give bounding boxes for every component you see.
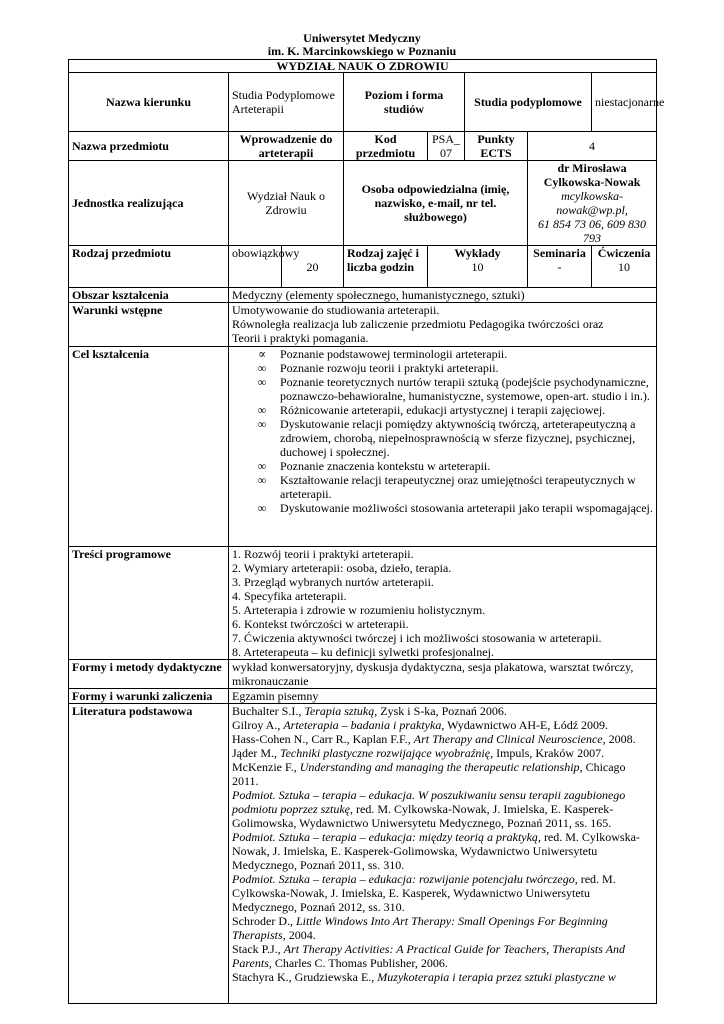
education-area-value: Medyczny (elementy społecznego, humanistycznego, sztuki) <box>229 288 657 303</box>
literature-entry: Gilroy A., Arteterapia – badania i praktyka, Wydawnictwo AH-E, Łódź 2009. <box>232 718 609 732</box>
seminars-label: Seminaria <box>533 246 586 260</box>
goal-item: ∞ Kształtowanie relacji terapeutycznej oraz umiejętności terapeutycznych w arteterapii. <box>254 473 653 501</box>
lectures-value: 10 <box>471 260 484 274</box>
program-content-item: 6. Kontekst twórczości w arteterapii. <box>232 617 409 631</box>
literature-entry: Stachyra K., Grudziewska E., Muzykoterapia i terapia przez sztuki plastyczne w <box>232 970 616 984</box>
teaching-methods-label: Formy i metody dydaktyczne <box>69 660 229 689</box>
program-content-item: 2. Wymiary arteterapii: osoba, dzieło, terapia. <box>232 561 452 575</box>
study-level-label: Poziom i forma studiów <box>344 73 465 132</box>
exercises-label: Ćwiczenia <box>597 246 651 260</box>
course-type-label: Rodzaj przedmiotu <box>69 246 229 288</box>
infinity-bullet-icon: ∞ <box>257 473 267 487</box>
education-area-label: Obszar kształcenia <box>69 288 229 303</box>
program-content-item: 4. Specyfika arteterapii. <box>232 589 347 603</box>
prerequisites-value <box>229 303 657 347</box>
university-patron: im. K. Marcinkowskiego w Poznaniu <box>267 44 457 58</box>
assessment-value: Egzamin pisemny <box>229 689 657 704</box>
responsible-person-value <box>528 161 657 246</box>
course-name-value: Wprowadzenie do arteterapii <box>229 132 344 161</box>
infinity-bullet-icon: ∞ <box>257 501 267 515</box>
course-code-value: PSA_ 07 <box>428 132 465 161</box>
course-name-label: Nazwa przedmiotu <box>69 132 229 161</box>
seminars-value: - <box>557 260 562 274</box>
goal-item: ∝ Poznanie podstawowej terminologii arteterapii. <box>254 347 653 361</box>
ects-value: 4 <box>528 132 657 161</box>
program-content-item: 1. Rozwój teorii i praktyki arteterapii. <box>232 547 414 561</box>
infinity-bullet-icon: ∞ <box>257 459 267 473</box>
faculty-header: WYDZIAŁ NAUK O ZDROWIU <box>69 60 657 73</box>
literature-entry: Jąder M., Techniki plastyczne rozwijające wyobraźnię, Impuls, Kraków 2007. <box>232 746 605 760</box>
assessment-label: Formy i warunki zaliczenia <box>69 689 229 704</box>
ects-label: Punkty ECTS <box>465 132 528 161</box>
exercises-cell <box>592 246 657 288</box>
infinity-bullet-icon: ∞ <box>257 375 267 389</box>
literature-entry: Podmiot. Sztuka – terapia – edukacja. W poszukiwaniu sensu terapii zagubionego podmiotu poprzez sztukę, red. M. Cylkowska-Nowak, J. Imielska, E. Kasperek-Golimowska, Wydawnictwo Uniwersytetu Medycznego, Poznań 2011, ss. 165. <box>232 788 626 830</box>
total-hours-value: 20 <box>282 246 344 288</box>
lectures-cell <box>428 246 528 288</box>
goal-item: ∞ Poznanie teoretycznych nurtów terapii sztuką (podejście psychodynamiczne, poznawczo-behawioralne, humanistyczne, systemowe, open-art. studio i in.). <box>254 375 653 403</box>
prerequisite-line: Umotywowanie do studiowania arteterapii. <box>232 303 440 317</box>
learning-goals-value <box>229 347 657 547</box>
study-form-value: niestacjonarne <box>592 73 657 132</box>
goal-item: ∞ Poznanie znaczenia kontekstu w arteterapii. <box>254 459 653 473</box>
study-level-value: Studia podyplomowe <box>465 73 592 132</box>
exercises-value: 10 <box>618 260 631 274</box>
responsible-person-label: Osoba odpowiedzialna (imię, nazwisko, e-mail, nr tel. służbowego) <box>344 161 528 246</box>
prerequisite-line: Teorii i praktyki pomagania. <box>232 331 369 345</box>
program-content-label: Treści programowe <box>69 547 229 660</box>
prerequisites-label: Warunki wstępne <box>69 303 229 347</box>
seminars-cell <box>528 246 592 288</box>
goal-item: ∞ Dyskutowanie możliwości stosowania arteterapii jako terapii wspomagającej. <box>254 501 653 515</box>
program-content-item: 7. Ćwiczenia aktywności twórczej i ich możliwości stosowania w arteterapii. <box>232 631 602 645</box>
learning-goals-list <box>232 347 653 515</box>
prerequisite-line: Równoległa realizacja lub zaliczenie przedmiotu Pedagogika twórczości oraz <box>232 317 604 331</box>
program-content-value <box>229 547 657 660</box>
basic-literature-label: Literatura podstawowa <box>69 704 229 1004</box>
program-content-item: 5. Arteterapia i zdrowie w rozumieniu holistycznym. <box>232 603 486 617</box>
university-name: Uniwersytet Medyczny <box>303 31 421 45</box>
unit-label: Jednostka realizująca <box>69 161 229 246</box>
responsible-person-email: mcylkowska-nowak@wp.pl, <box>556 189 628 217</box>
literature-entry: Podmiot. Sztuka – terapia – edukacja: między teorią a praktyką, red. M. Cylkowska-Nowak, J. Imielska, E. Kasperek-Golimowska, Wydawnictwo Uniwersytetu Medycznego, Poznań 2011, ss. 310. <box>232 830 640 872</box>
literature-entry: Schroder D., Little Windows Into Art Therapy: Small Openings For Beginning Therapists, 2004. <box>232 914 608 942</box>
literature-entry: Hass-Cohen N., Carr R., Kaplan F.F., Art Therapy and Clinical Neuroscience, 2008. <box>232 732 636 746</box>
course-type-value: obowiązkowy <box>229 246 282 288</box>
class-types-label: Rodzaj zajęć i liczba godzin <box>344 246 428 288</box>
goal-item: ∞ Poznanie rozwoju teorii i praktyki arteterapii. <box>254 361 653 375</box>
infinity-bullet-icon: ∞ <box>257 417 267 431</box>
infinity-bullet-icon: ∞ <box>257 403 267 417</box>
course-code-label: Kod przedmiotu <box>344 132 428 161</box>
field-of-study-value: Studia Podyplomowe Arteterapii <box>229 73 344 132</box>
program-content-item: 3. Przegląd wybranych nurtów arteterapii. <box>232 575 434 589</box>
proportional-bullet-icon: ∝ <box>257 347 267 361</box>
literature-entry: Stack P.J., Art Therapy Activities: A Practical Guide for Teachers, Therapists And Parents, Charles C. Thomas Publisher, 2006. <box>232 942 626 970</box>
responsible-person-name: dr Mirosława Cylkowska-Nowak <box>543 161 641 189</box>
literature-list <box>232 704 653 984</box>
literature-entry: McKenzie F., Understanding and managing the therapeutic relationship, Chicago 2011. <box>232 760 626 788</box>
infinity-bullet-icon: ∞ <box>257 361 267 375</box>
course-syllabus-table <box>68 59 665 1004</box>
literature-entry: Podmiot. Sztuka – terapia – edukacja: rozwijanie potencjału twórczego, red. M. Cylkowska-Nowak, J. Imielska, E. Kasperek, Wydawnictwo Uniwersytetu Medycznego, Poznań 2012, ss. 310. <box>232 872 616 914</box>
basic-literature-value <box>229 704 657 1004</box>
goal-item: ∞ Dyskutowanie relacji pomiędzy aktywnością twórczą, arteterapeutyczną a zdrowiem, chorobą, niepełnosprawnością w sferze fizycznej, psychicznej, duchowej i społecznej. <box>254 417 653 459</box>
field-of-study-label: Nazwa kierunku <box>69 73 229 132</box>
unit-value: Wydział Nauk o Zdrowiu <box>229 161 344 246</box>
literature-entry: Buchalter S.I., Terapia sztuką, Zysk i S-ka, Poznań 2006. <box>232 704 507 718</box>
responsible-person-phone: 61 854 73 06, 609 830 793 <box>538 217 647 245</box>
learning-goals-label: Cel kształcenia <box>69 347 229 547</box>
goal-item: ∞ Różnicowanie arteterapii, edukacji artystycznej i terapii zajęciowej. <box>254 403 653 417</box>
program-content-item: 8. Arteterapeuta – ku definicji sylwetki profesjonalnej. <box>232 645 494 659</box>
lectures-label: Wykłady <box>454 246 501 260</box>
teaching-methods-value: wykład konwersatoryjny, dyskusja dydaktyczna, sesja plakatowa, warsztat twórczy, mikronauczanie <box>229 660 657 689</box>
